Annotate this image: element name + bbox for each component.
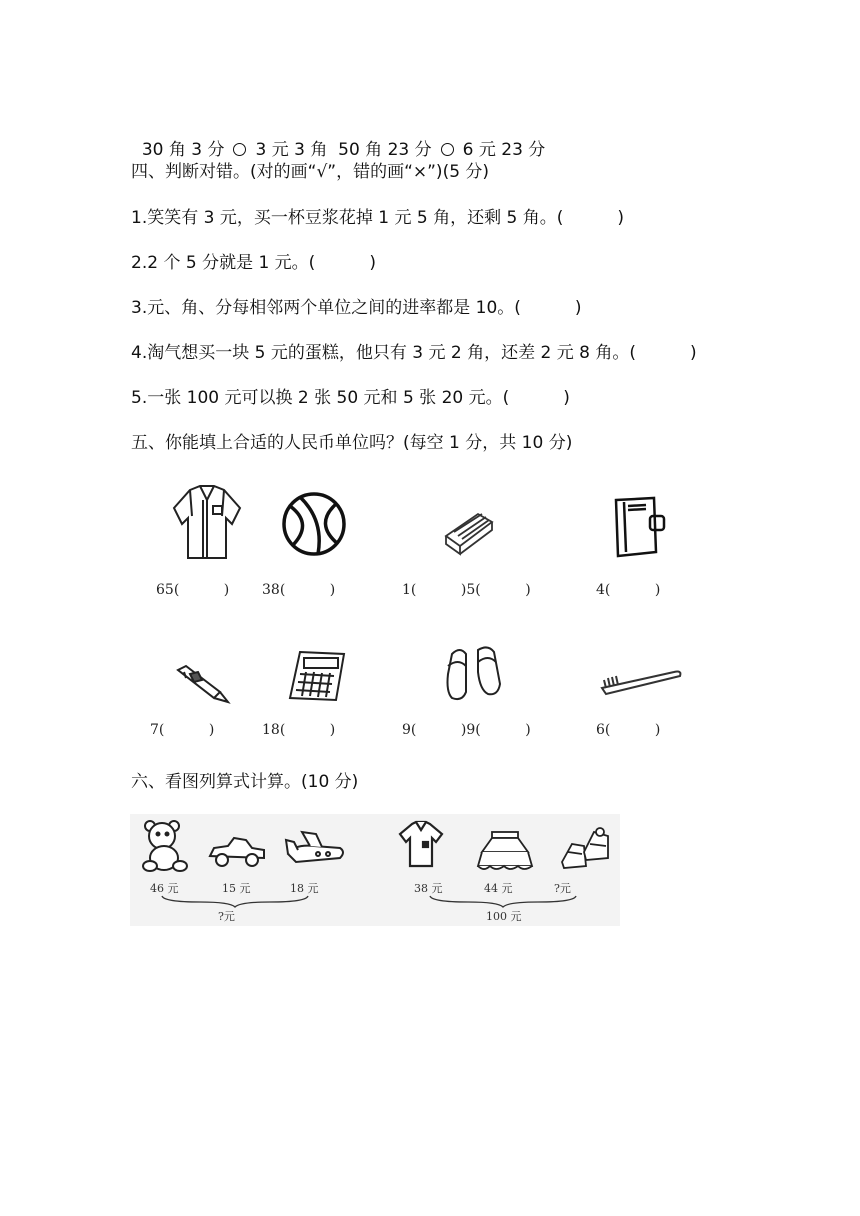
right-price-1: 38 元 — [414, 882, 443, 895]
compare-d: 6 元 23 分 — [462, 140, 546, 160]
calculator-icon — [286, 648, 348, 704]
row1-label-shirt: 65( ) — [156, 582, 230, 598]
section4-item-5: 5.一张 100 元可以换 2 张 50 元和 5 张 20 元。( ) — [131, 388, 570, 408]
right-total-brace — [428, 894, 578, 908]
section4-heading: 四、判断对错。(对的画“√”，错的画“×”)(5 分) — [131, 162, 490, 182]
skirt-icon — [476, 830, 534, 872]
compare-circle-1[interactable] — [233, 143, 246, 156]
left-price-1: 46 元 — [150, 882, 179, 895]
left-total-brace — [160, 894, 310, 908]
shirt-icon — [170, 482, 244, 562]
teddy-bear-icon — [138, 818, 188, 874]
section5-heading: 五、你能填上合适的人民币单位吗？(每空 1 分，共 10 分) — [131, 433, 573, 453]
right-price-2: 44 元 — [484, 882, 513, 895]
left-total: ?元 — [218, 910, 235, 923]
compare-b: 3 元 3 角 — [255, 140, 328, 160]
section4-item-1: 1.笑笑有 3 元，买一杯豆浆花掉 1 元 5 角，还剩 5 角。( ) — [131, 208, 625, 228]
row2-label-slippers: 9( )9( ) — [402, 722, 531, 738]
compare-c: 50 角 23 分 — [338, 140, 432, 160]
notebook-icon — [608, 494, 668, 558]
compare-a: 30 角 3 分 — [141, 140, 225, 160]
pen-icon — [174, 664, 230, 704]
right-price-3: ?元 — [554, 882, 571, 895]
compare-circle-2[interactable] — [441, 143, 454, 156]
section4-item-3: 3.元、角、分每相邻两个单位之间的进率都是 10。( ) — [131, 298, 582, 318]
toy-car-icon — [206, 836, 268, 868]
section5-figure — [148, 478, 688, 750]
tshirt-icon — [398, 820, 444, 870]
section4-item-2: 2.2 个 5 分就是 1 元。( ) — [131, 253, 376, 273]
compare-line — [131, 117, 545, 161]
eraser-icon — [442, 508, 502, 558]
right-total: 100 元 — [486, 910, 522, 923]
left-price-2: 15 元 — [222, 882, 251, 895]
sandals-icon — [558, 822, 614, 872]
basketball-icon — [280, 490, 348, 558]
row1-label-ball: 38( ) — [262, 582, 336, 598]
toy-plane-icon — [284, 830, 348, 870]
slippers-icon — [442, 644, 508, 704]
left-price-3: 18 元 — [290, 882, 319, 895]
row2-label-toothbrush: 6( ) — [596, 722, 661, 738]
row2-label-pen: 7( ) — [150, 722, 215, 738]
row2-label-calculator: 18( ) — [262, 722, 336, 738]
section6-figure — [130, 814, 620, 926]
toothbrush-icon — [600, 666, 684, 696]
row1-label-eraser: 1( )5( ) — [402, 582, 531, 598]
section6-heading: 六、看图列算式计算。(10 分) — [131, 772, 359, 792]
section4-item-4: 4.淘气想买一块 5 元的蛋糕，他只有 3 元 2 角，还差 2 元 8 角。( ) — [131, 343, 697, 363]
row1-label-notebook: 4( ) — [596, 582, 661, 598]
